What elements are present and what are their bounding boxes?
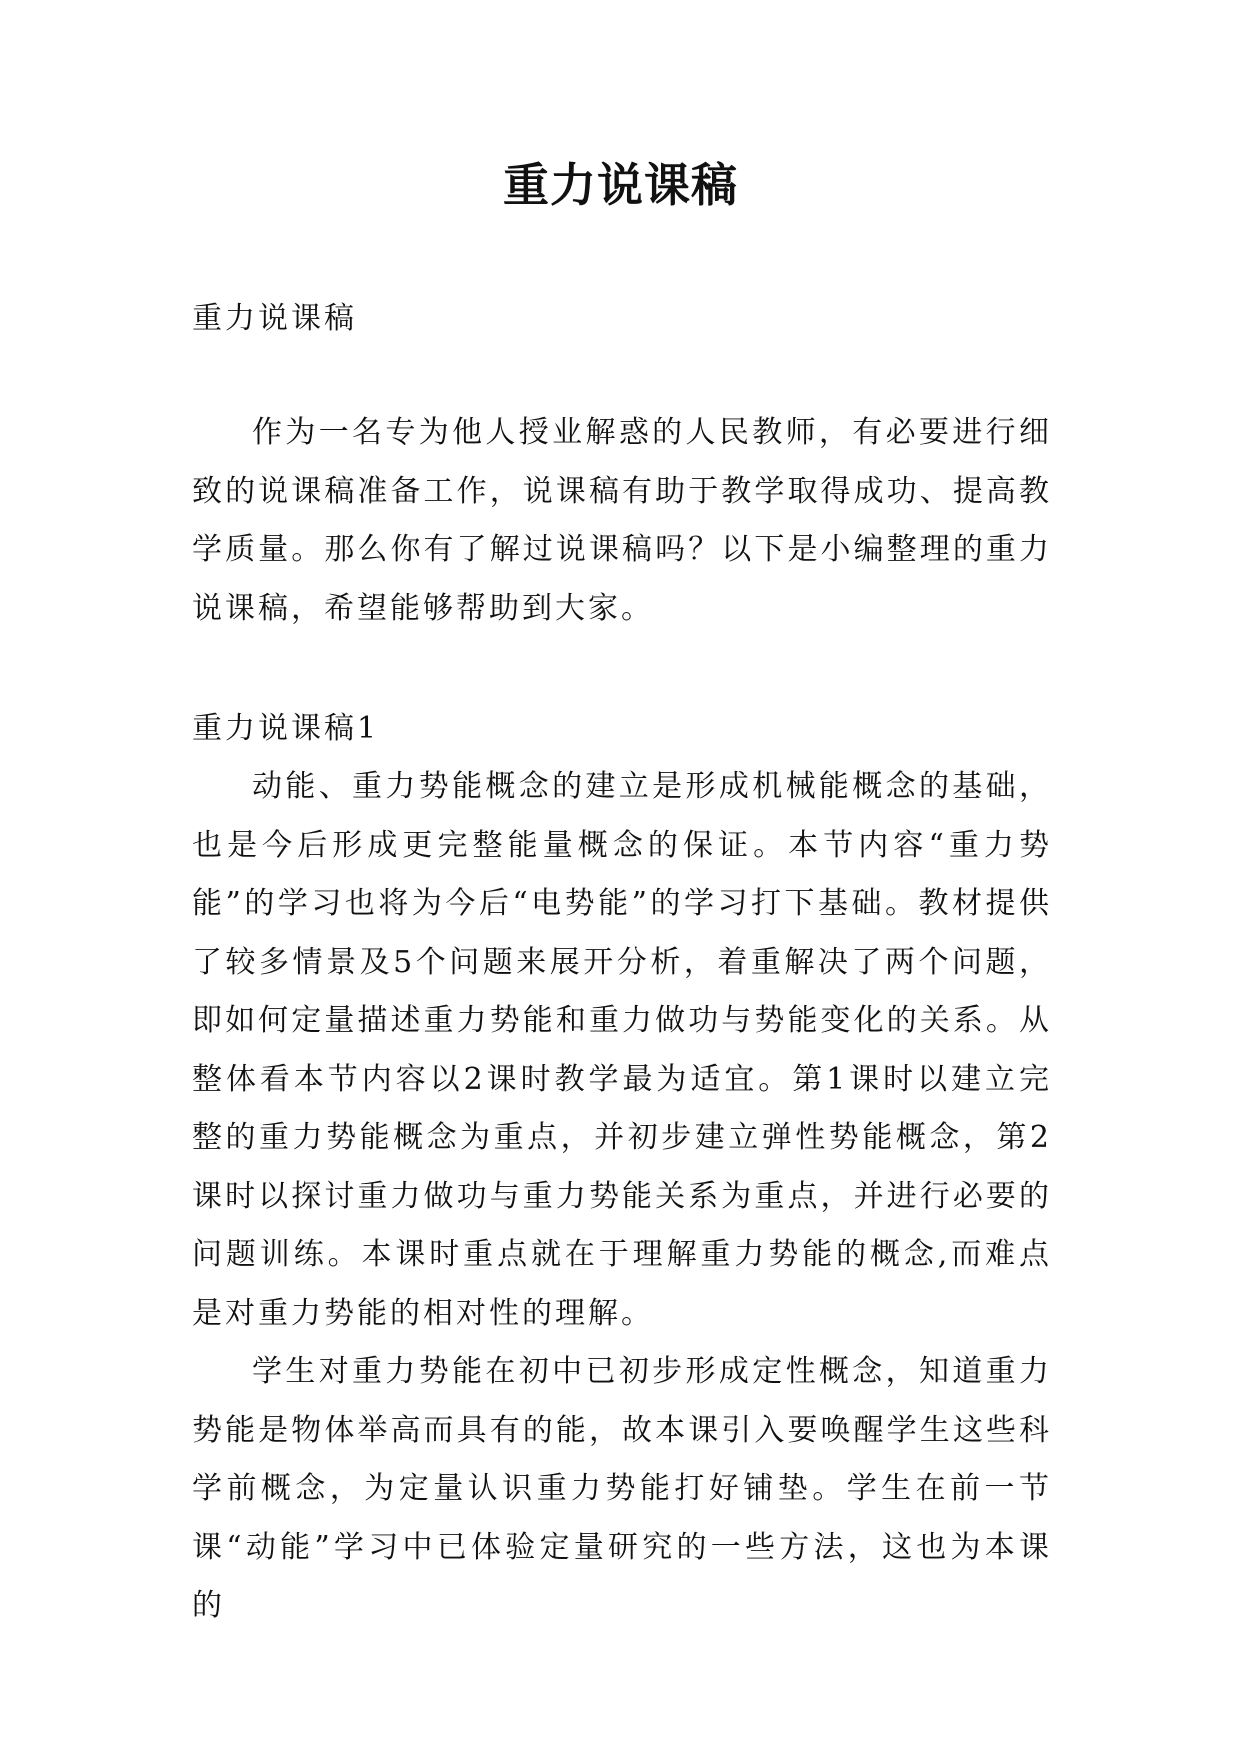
section-heading-text: 重力说课稿1 [192, 711, 380, 746]
intro-paragraph-block [192, 404, 1052, 638]
section-heading [192, 700, 1052, 759]
section-body [192, 758, 1052, 1636]
intro-paragraph: 作为一名专为他人授业解惑的人民教师，有必要进行细致的说课稿准备工作，说课稿有助于教学取得成功、提高教学质量。那么你有了解过说课稿吗？以下是小编整理的重力说课稿，希望能够帮助到大家。 [192, 415, 1052, 626]
document-subtitle [192, 290, 1052, 349]
subtitle-text: 重力说课稿 [192, 301, 357, 336]
document-title: 重力说课稿 [503, 158, 738, 212]
body-paragraph-2: 学生对重力势能在初中已初步形成定性概念，知道重力势能是物体举高而具有的能，故本课引入要唤醒学生这些科学前概念，为定量认识重力势能打好铺垫。学生在前一节课“动能”学习中已体验定量研究的一些方法，这也为本课的 [192, 1354, 1052, 1623]
body-paragraph-1: 动能、重力势能概念的建立是形成机械能概念的基础，也是今后形成更完整能量概念的保证。本节内容“重力势能”的学习也将为今后“电势能”的学习打下基础。教材提供了较多情景及5个问题来展开分析，着重解决了两个问题，即如何定量描述重力势能和重力做功与势能变化的关系。从整体看本节内容以2课时教学最为适宜。第1课时以建立完整的重力势能概念为重点，并初步建立弹性势能概念，第2课时以探讨重力做功与重力势能关系为重点，并进行必要的问题训练。本课时重点就在于理解重力势能的概念,而难点是对重力势能的相对性的理解。 [192, 769, 1052, 1331]
